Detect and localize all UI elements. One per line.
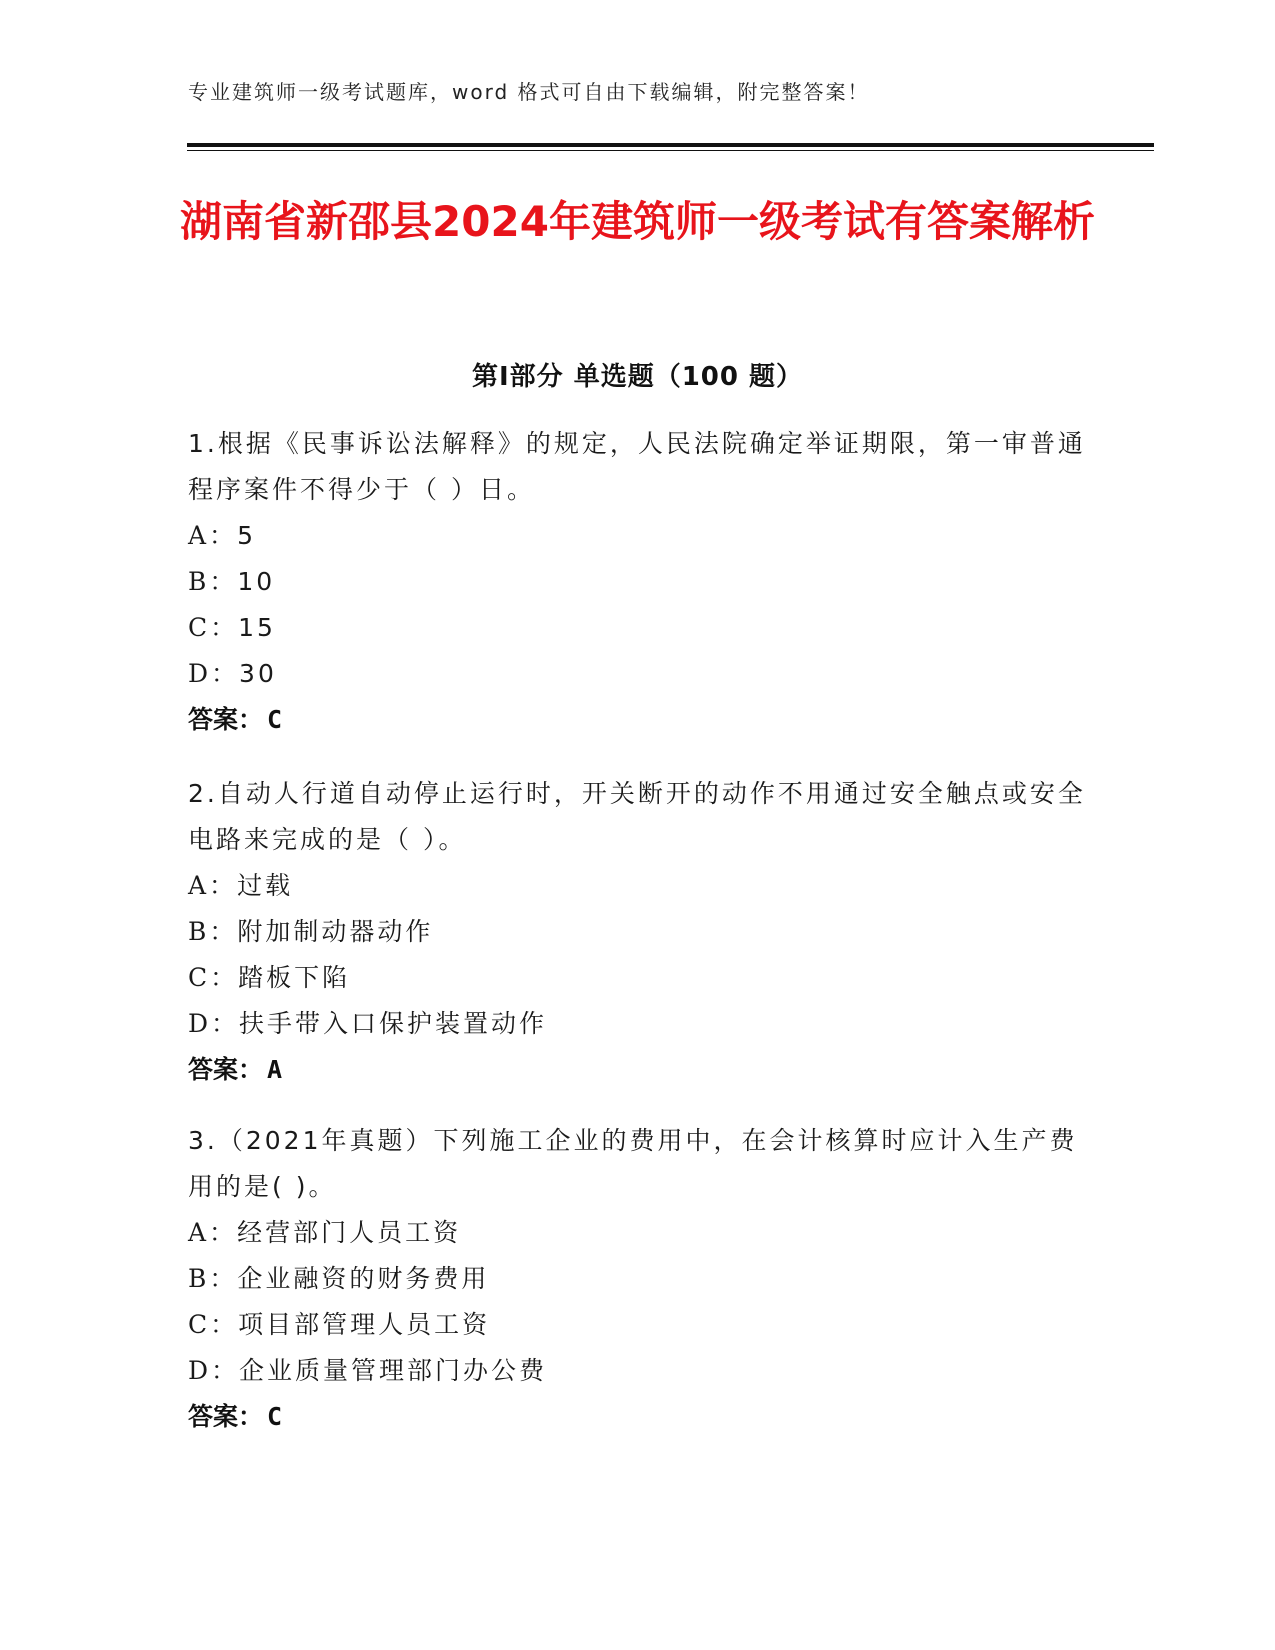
option-b	[188, 1256, 1088, 1302]
header-divider-thin	[187, 150, 1154, 151]
option-d	[188, 651, 1088, 697]
question-3	[188, 1118, 1088, 1440]
option-text: 踏板下陷	[238, 963, 351, 992]
option-a	[188, 513, 1088, 559]
option-b	[188, 909, 1088, 955]
option-key: B：	[188, 1264, 238, 1293]
question-stem: 3.（2021年真题）下列施工企业的费用中，在会计核算时应计入生产费用的是( )。	[188, 1126, 1078, 1201]
option-text: 企业质量管理部门办公费	[239, 1356, 548, 1385]
question-stem: 1.根据《民事诉讼法解释》的规定，人民法院确定举证期限，第一审普通程序案件不得少于（ ）日。	[188, 429, 1086, 504]
option-key: A：	[188, 521, 238, 550]
option-a	[188, 863, 1088, 909]
option-key: C：	[188, 1310, 239, 1339]
answer-value: C	[267, 705, 283, 734]
option-key: C：	[188, 613, 239, 642]
option-d	[188, 1001, 1088, 1047]
option-key: D：	[188, 1356, 240, 1385]
header-note: 专业建筑师一级考试题库，word 格式可自由下载编辑，附完整答案！	[188, 80, 870, 104]
answer-label: 答案：	[188, 1402, 264, 1431]
option-key: C：	[188, 963, 239, 992]
option-c	[188, 1302, 1088, 1348]
answer-line	[188, 697, 1088, 743]
answer-value: A	[267, 1055, 283, 1084]
option-text: 5	[237, 521, 256, 550]
option-text: 15	[238, 613, 276, 642]
answer-value: C	[267, 1402, 283, 1431]
answer-label: 答案：	[188, 705, 264, 734]
option-a	[188, 1210, 1088, 1256]
option-text: 附加制动器动作	[237, 917, 434, 946]
option-key: D：	[188, 1009, 240, 1038]
option-key: A：	[188, 1218, 238, 1247]
option-d	[188, 1348, 1088, 1394]
question-1	[188, 421, 1088, 743]
document-title: 湖南省新邵县2024年建筑师一级考试有答案解析	[180, 197, 1095, 246]
option-text: 30	[239, 659, 277, 688]
option-key: A：	[188, 871, 238, 900]
option-text: 10	[237, 567, 276, 596]
header-divider-thick	[187, 143, 1154, 147]
answer-line	[188, 1394, 1088, 1440]
option-text: 经营部门人员工资	[237, 1218, 462, 1247]
question-2	[188, 771, 1088, 1093]
answer-line	[188, 1047, 1088, 1093]
question-stem: 2.自动人行道自动停止运行时，开关断开的动作不用通过安全触点或安全电路来完成的是（ ）。	[188, 779, 1086, 854]
answer-label: 答案：	[188, 1055, 264, 1084]
option-key: B：	[188, 917, 238, 946]
option-key: B：	[188, 567, 238, 596]
option-text: 扶手带入口保护装置动作	[239, 1009, 548, 1038]
option-key: D：	[188, 659, 240, 688]
section-title: 第Ⅰ部分 单选题（100 题）	[471, 362, 804, 392]
option-b	[188, 559, 1088, 605]
option-text: 企业融资的财务费用	[237, 1264, 490, 1293]
option-text: 项目部管理人员工资	[238, 1310, 491, 1339]
option-c	[188, 605, 1088, 651]
option-c	[188, 955, 1088, 1001]
option-text: 过载	[237, 871, 294, 900]
